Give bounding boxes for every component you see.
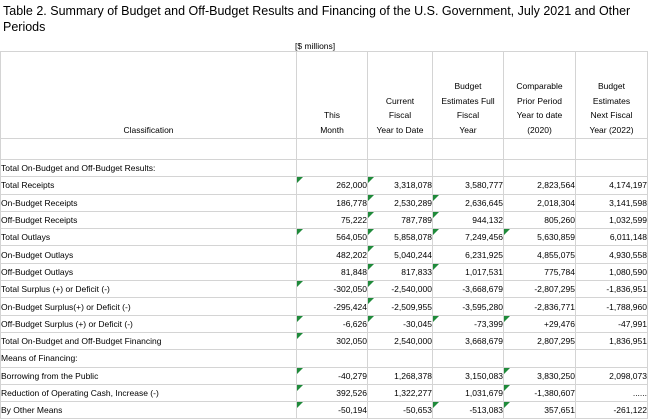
row-value: 775,784	[504, 263, 576, 280]
column-header-text: Month	[320, 124, 344, 135]
column-header-text: Prior Period	[517, 95, 562, 106]
row-value: 3,318,078	[368, 177, 433, 194]
row-label: Total On-Budget and Off-Budget Results:	[1, 160, 297, 177]
column-header-text: Budget	[598, 81, 625, 91]
column-header-text: Year (2022)	[589, 124, 634, 135]
row-label: On-Budget Receipts	[1, 194, 297, 211]
row-value: 262,000	[297, 177, 368, 194]
column-header-classification	[1, 52, 297, 139]
column-header-text: (2020)	[527, 124, 552, 135]
row-value: -1,788,960	[576, 298, 648, 315]
row-value	[368, 350, 433, 367]
row-value: 1,031,679	[433, 384, 504, 401]
row-value: 4,855,075	[504, 246, 576, 263]
row-value: -2,509,955	[368, 298, 433, 315]
column-header-text: Next Fiscal	[590, 110, 633, 120]
table-row	[1, 246, 648, 263]
row-label: Total Outlays	[1, 229, 297, 246]
row-label: Means of Financing:	[1, 350, 297, 367]
row-value: 1,017,531	[433, 263, 504, 280]
row-value: 392,526	[297, 384, 368, 401]
row-value: 81,848	[297, 263, 368, 280]
row-label: On-Budget Surplus(+) or Deficit (-)	[1, 298, 297, 315]
row-value: 2,018,304	[504, 194, 576, 211]
column-header-text: Year	[459, 124, 477, 135]
row-value: 3,141,598	[576, 194, 648, 211]
table-row	[1, 263, 648, 280]
units-label: [$ millions]	[295, 41, 336, 51]
row-value: 3,150,083	[433, 367, 504, 384]
row-label: Off-Budget Receipts	[1, 211, 297, 228]
row-value: -50,653	[368, 402, 433, 419]
row-value: 1,836,951	[576, 332, 648, 349]
row-value: 2,807,295	[504, 332, 576, 349]
row-value: -50,194	[297, 402, 368, 419]
column-header-text: Year to date	[516, 110, 563, 120]
row-value: 1,322,277	[368, 384, 433, 401]
row-value: 4,930,558	[576, 246, 648, 263]
table-row	[1, 160, 648, 177]
row-label: Total Receipts	[1, 177, 297, 194]
row-label: Off-Budget Surplus (+) or Deficit (-)	[1, 315, 297, 332]
row-value: 2,636,645	[433, 194, 504, 211]
column-header-text: Fiscal	[388, 110, 412, 120]
column-header-text: Current	[385, 95, 415, 106]
row-value: -513,083	[433, 402, 504, 419]
column-header	[297, 52, 368, 139]
table-row	[1, 211, 648, 228]
row-value: 787,789	[368, 211, 433, 228]
column-header-text: Estimates	[592, 95, 631, 106]
column-header-text: This	[323, 110, 341, 120]
row-value	[504, 350, 576, 367]
table-row	[1, 402, 648, 419]
row-value: -3,668,679	[433, 281, 504, 298]
column-header	[504, 52, 576, 139]
column-header	[433, 52, 504, 139]
row-value: -261,122	[576, 402, 648, 419]
row-value: -302,050	[297, 281, 368, 298]
header-row	[1, 52, 648, 139]
row-value	[297, 350, 368, 367]
table-row	[1, 229, 648, 246]
row-value: -2,540,000	[368, 281, 433, 298]
row-value: 75,222	[297, 211, 368, 228]
column-header-text: Budget	[454, 81, 482, 91]
row-value: 482,202	[297, 246, 368, 263]
row-value: -47,991	[576, 315, 648, 332]
row-value: +29,476	[504, 315, 576, 332]
table-row	[1, 367, 648, 384]
row-value	[576, 160, 648, 177]
table-row	[1, 315, 648, 332]
table-row	[1, 281, 648, 298]
row-value: 7,249,456	[433, 229, 504, 246]
spacer-row	[1, 139, 648, 160]
row-value: 302,050	[297, 332, 368, 349]
row-value: 3,830,250	[504, 367, 576, 384]
table-row	[1, 298, 648, 315]
row-value: -1,836,951	[576, 281, 648, 298]
row-value	[368, 160, 433, 177]
table-title: Table 2. Summary of Budget and Off-Budget Results and Financing of the U.S. Government, July 2021 and Other Periods	[3, 4, 631, 34]
column-header-text: Fiscal	[456, 110, 480, 120]
row-value: 6,231,925	[433, 246, 504, 263]
row-value: -6,626	[297, 315, 368, 332]
row-label: Total On-Budget and Off-Budget Financing	[1, 332, 297, 349]
row-value: 944,132	[433, 211, 504, 228]
row-value: -2,807,295	[504, 281, 576, 298]
row-value: 5,858,078	[368, 229, 433, 246]
row-value: 1,268,378	[368, 367, 433, 384]
row-label: By Other Means	[1, 402, 297, 419]
row-label: Reduction of Operating Cash, Increase (-)	[1, 384, 297, 401]
row-label: Off-Budget Outlays	[1, 263, 297, 280]
column-header	[576, 52, 648, 139]
row-value: -1,380,607	[504, 384, 576, 401]
row-value	[297, 160, 368, 177]
table-row	[1, 332, 648, 349]
row-value: 2,540,000	[368, 332, 433, 349]
row-value: 357,651	[504, 402, 576, 419]
row-value: 5,630,859	[504, 229, 576, 246]
row-value: -73,399	[433, 315, 504, 332]
table-row	[1, 194, 648, 211]
row-value: 817,833	[368, 263, 433, 280]
table-row	[1, 177, 648, 194]
table-row	[1, 384, 648, 401]
table-body	[1, 139, 648, 419]
row-value: 1,080,590	[576, 263, 648, 280]
row-value: 3,668,679	[433, 332, 504, 349]
row-value: -295,424	[297, 298, 368, 315]
row-value	[433, 350, 504, 367]
row-value: 4,174,197	[576, 177, 648, 194]
row-value	[576, 350, 648, 367]
row-value: 2,823,564	[504, 177, 576, 194]
row-value: -30,045	[368, 315, 433, 332]
column-header-text: Estimates Full	[441, 95, 495, 106]
row-value: -2,836,771	[504, 298, 576, 315]
summary-table	[0, 51, 648, 419]
row-label: On-Budget Outlays	[1, 246, 297, 263]
row-value: 2,098,073	[576, 367, 648, 384]
row-value: ......	[576, 384, 648, 401]
row-value: 805,260	[504, 211, 576, 228]
column-header-text: Classification	[123, 124, 174, 135]
table-row	[1, 350, 648, 367]
row-value: 564,050	[297, 229, 368, 246]
row-value	[433, 160, 504, 177]
row-value: 2,530,289	[368, 194, 433, 211]
column-header-text: Comparable	[516, 81, 563, 91]
row-value: 186,778	[297, 194, 368, 211]
column-header-text: Year to Date	[376, 124, 424, 135]
row-value: -3,595,280	[433, 298, 504, 315]
row-value	[504, 160, 576, 177]
row-value: 6,011,148	[576, 229, 648, 246]
row-value: -40,279	[297, 367, 368, 384]
column-header	[368, 52, 433, 139]
row-value: 1,032,599	[576, 211, 648, 228]
row-value: 5,040,244	[368, 246, 433, 263]
row-value: 3,580,777	[433, 177, 504, 194]
row-label: Total Surplus (+) or Deficit (-)	[1, 281, 297, 298]
row-label: Borrowing from the Public	[1, 367, 297, 384]
